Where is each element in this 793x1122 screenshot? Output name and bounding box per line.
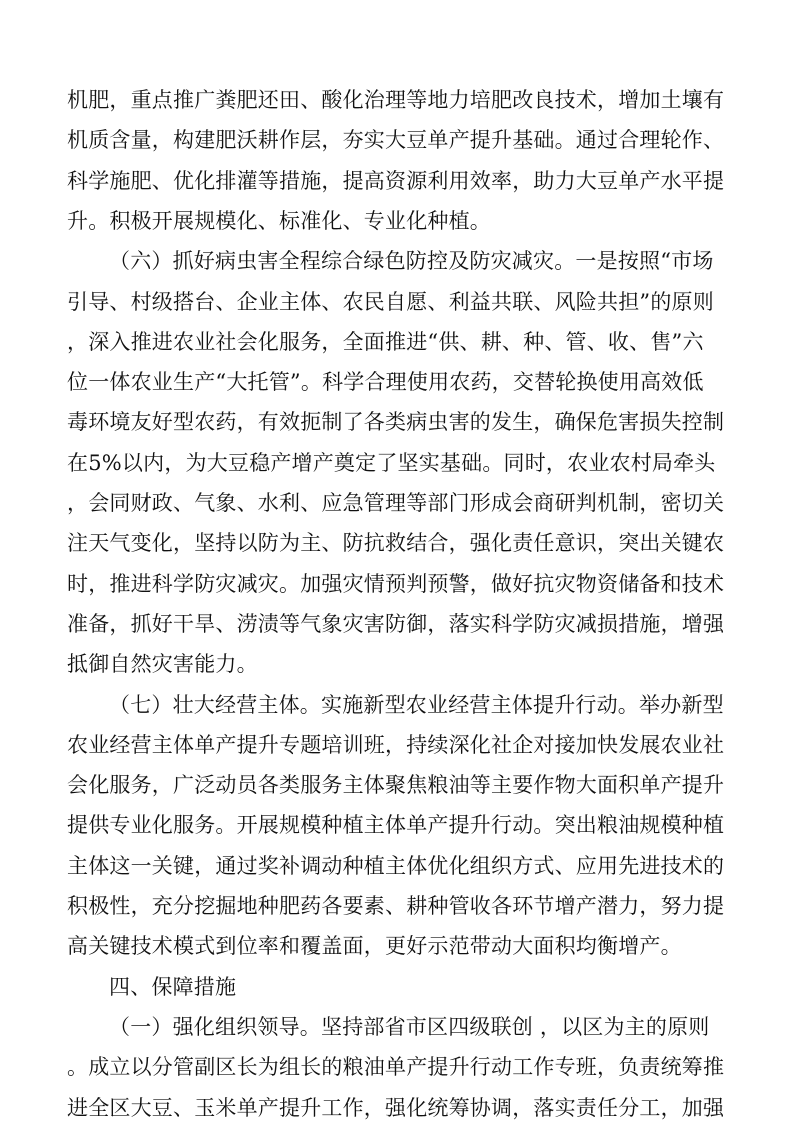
- body-text-line: 抵御自然灾害能力。: [67, 652, 258, 677]
- body-text-line: 进全区大豆、玉米单产提升工作，强化统筹协调，落实责任分工，加强: [67, 1095, 725, 1120]
- chapter-heading: 四、保障措施: [109, 974, 237, 999]
- body-text-line: 会化服务，广泛动员各类服务主体聚焦粮油等主要作物大面积单产提升: [67, 773, 725, 798]
- body-text-line: ，会同财政、气象、水利、应急管理等部门形成会商研判机制，密切关: [67, 491, 725, 515]
- body-text-line: 注天气变化，坚持以防为主、防抗救结合，强化责任意识，突出关键农: [67, 531, 725, 556]
- body-text-line: 引导、村级搭台、企业主体、农民自愿、利益共联、风险共担”的原则: [67, 289, 714, 314]
- section-heading-line: （六）抓好病虫害全程综合绿色防控及防灾减灾。一是按照“市场: [109, 249, 714, 274]
- body-text-line: 机质含量，构建肥沃耕作层，夯实大豆单产提升基础。通过合理轮作、: [67, 128, 725, 153]
- body-text-line: 科学施肥、优化排灌等措施，提高资源利用效率，助力大豆单产水平提: [67, 168, 725, 193]
- body-text-line: 升。积极开展规模化、标准化、专业化种植。: [67, 208, 491, 233]
- body-text-line: 位一体农业生产“大托管”。科学合理使用农药，交替轮换使用高效低: [67, 370, 704, 395]
- body-text-line: 积极性，充分挖掘地种肥药各要素、耕种管收各环节增产潜力，努力提: [67, 894, 725, 918]
- body-text-line: 农业经营主体单产提升专题培训班，持续深化社企对接加快发展农业社: [67, 732, 725, 757]
- section-heading-line: （七）壮大经营主体。实施新型农业经营主体提升行动。举办新型: [109, 692, 724, 717]
- body-text-line: 准备，抓好干旱、涝渍等气象灾害防御，落实科学防灾减损措施，增强: [67, 611, 725, 636]
- body-text-line: 毒环境友好型农药，有效扼制了各类病虫害的发生，确保危害损失控制: [67, 410, 725, 435]
- section-heading-line: （一）强化组织领导。坚持部省市区四级联创 ，以区为主的原则: [109, 1014, 710, 1039]
- body-text-line: 提供专业化服务。开展规模种植主体单产提升行动。突出粮油规模种植: [67, 813, 725, 838]
- body-text-line: 高关键技术模式到位率和覆盖面，更好示范带动大面积均衡增产。: [67, 934, 682, 959]
- body-text-line: 。成立以分管副区长为组长的粮油单产提升行动工作专班，负责统筹推: [67, 1055, 725, 1080]
- body-text-line: ，深入推进农业社会化服务，全面推进“供、耕、种、管、收、售”六: [67, 329, 704, 354]
- body-text-line: 在5%以内，为大豆稳产增产奠定了坚实基础。同时，农业农村局牵头: [67, 450, 716, 475]
- body-text-line: 主体这一关键，通过奖补调动种植主体优化组织方式、应用先进技术的: [67, 853, 725, 878]
- body-text-line: 机肥，重点推广粪肥还田、酸化治理等地力培肥改良技术，增加土壤有: [67, 88, 725, 112]
- body-text-line: 时，推进科学防灾减灾。加强灾情预判预警，做好抗灾物资储备和技术: [67, 571, 725, 596]
